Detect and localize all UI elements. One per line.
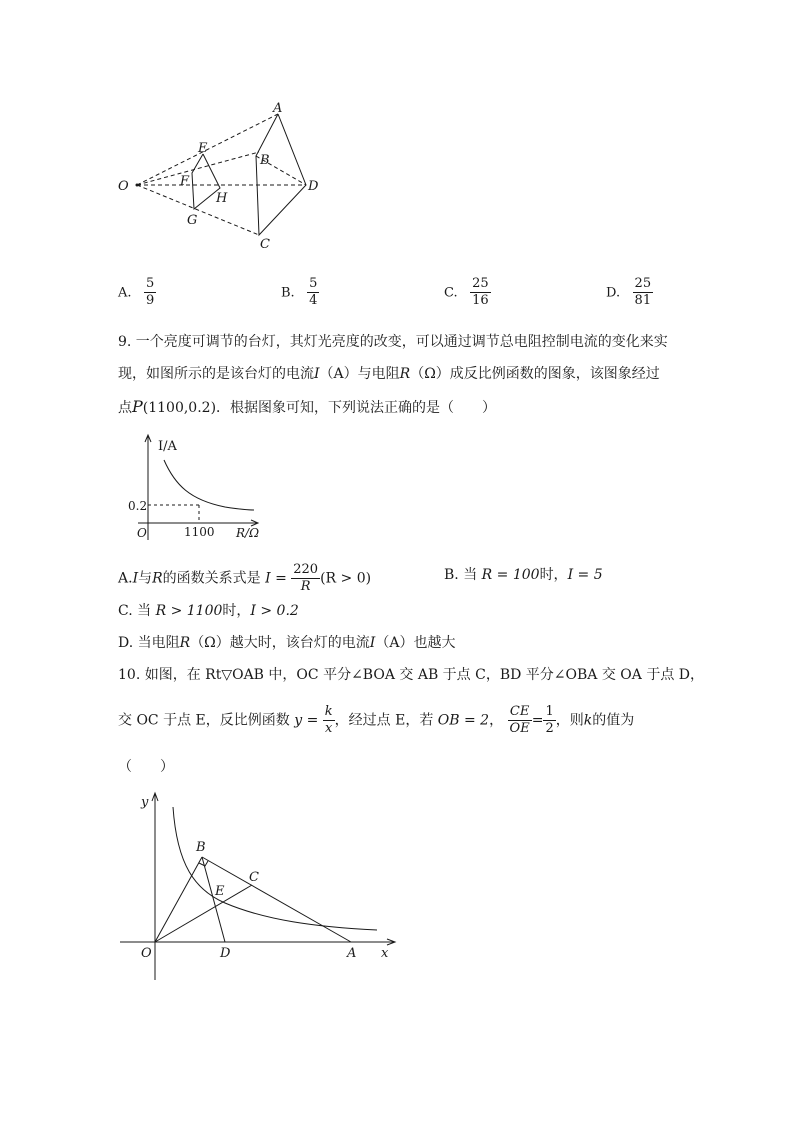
svg-text:C: C [249, 870, 259, 885]
q10-line1: 10. 如图，在 Rt▽OAB 中，OC 平分∠BOA 交 AB 于点 C，BD 平分∠OBA 交 OA 于点 D， [118, 667, 705, 683]
label-H: H [216, 191, 228, 206]
triangle-figure [115, 785, 405, 990]
q10-line2: 交 OC 于点 E，反比例函数 y = $\frac{k}{x}$ ，经过点 E，若 OB = 2， $\frac{CE}{OE}$ = $\frac{1}{2}$ ，则k的值为 [118, 704, 635, 736]
q8-option-a[interactable]: A. $\frac{5}{9}$ [118, 276, 155, 308]
label-E: E [198, 141, 208, 156]
seg-OC [155, 885, 252, 942]
q9-line1: 9. 一个亮度可调节的台灯，其灯光亮度的改变，可以通过调节总电阻控制电流的变化来实 [118, 334, 668, 350]
y-axis-label: I/A [158, 439, 177, 454]
label-F: F [180, 174, 190, 189]
label-D: D [308, 179, 319, 194]
q8-option-c[interactable]: C. $\frac{25}{16}$ [444, 276, 489, 308]
q9-line3: 点P(1100,0.2)．根据图象可知，下列说法正确的是（ ） [118, 397, 497, 416]
pyramid-figure [110, 100, 340, 260]
q9-option-a[interactable]: A.I与R的函数关系式是 I = $\frac{220}{R}$ (R > 0) [118, 562, 372, 594]
seg-BD [202, 857, 225, 942]
label-B: B [260, 153, 270, 168]
dash-OC [137, 185, 259, 235]
svg-text:A: A [347, 946, 357, 961]
hyperbola-curve [173, 807, 377, 930]
label-A: A [273, 101, 283, 116]
side-BA [202, 857, 351, 942]
q9-option-c[interactable]: C. 当 R > 1100时，I > 0.2 [118, 603, 299, 619]
q8-option-b[interactable]: B. $\frac{5}{4}$ [281, 276, 318, 308]
dash-OB [137, 152, 259, 185]
quad-ABCD [256, 114, 306, 235]
q9-option-b[interactable]: B. 当 R = 100时，I = 5 [444, 567, 603, 583]
label-C: C [260, 237, 270, 252]
q9-option-d[interactable]: D. 当电阻R（Ω）越大时，该台灯的电流I（A）也越大 [118, 635, 456, 651]
svg-text:E: E [215, 884, 225, 899]
hyperbola-curve [164, 460, 254, 510]
origin-label: O [137, 526, 147, 540]
y-tick-label: 0.2 [128, 499, 148, 513]
q9-line2: 现，如图所示的是该台灯的电流I（A）与电阻R（Ω）成反比例函数的图象，该图象经过 [118, 366, 660, 382]
label-O: O [118, 179, 129, 194]
inverse-graph [120, 430, 270, 550]
side-OB [155, 857, 202, 942]
q8-option-d[interactable]: D. $\frac{25}{81}$ [606, 276, 652, 308]
x-axis-label: R/Ω [236, 526, 260, 540]
svg-text:O: O [141, 946, 152, 961]
svg-text:y: y [141, 795, 149, 810]
svg-text:D: D [220, 946, 231, 961]
x-tick-label: 1100 [184, 525, 215, 539]
q10-line3: （ ） [118, 759, 174, 775]
svg-text:x: x [381, 946, 389, 961]
label-G: G [187, 213, 198, 228]
svg-text:B: B [196, 840, 206, 855]
